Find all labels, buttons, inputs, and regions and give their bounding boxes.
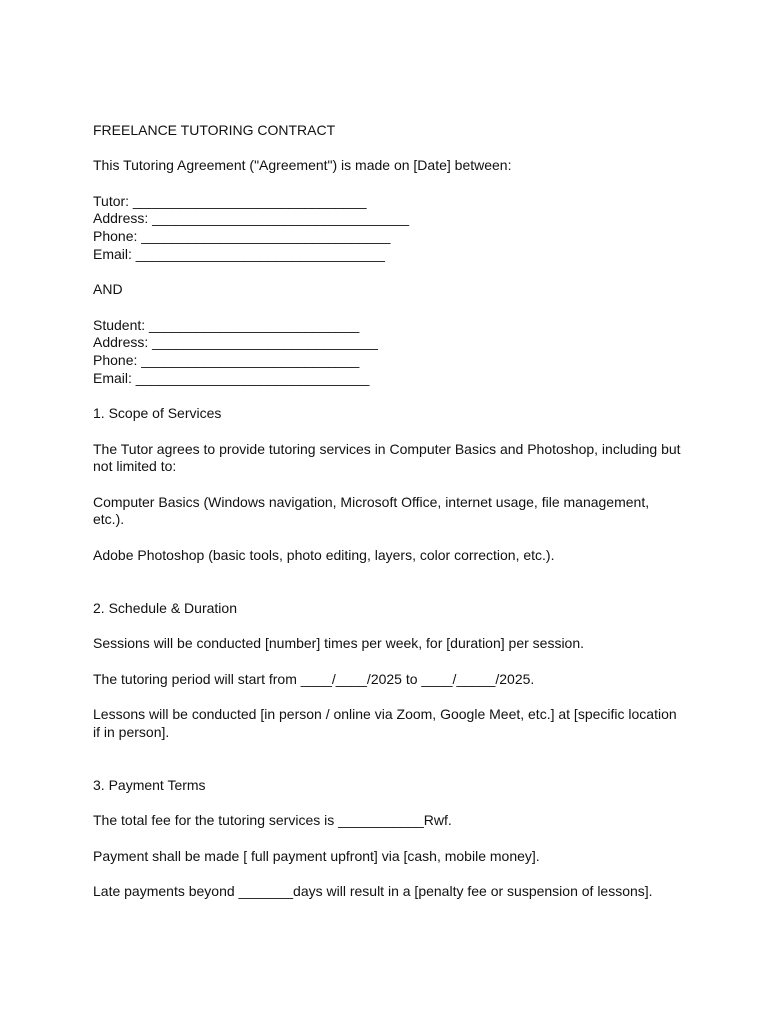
section-3-late-payments: Late payments beyond _______days will result in a [penalty fee or suspension of lessons]. bbox=[93, 882, 653, 899]
tutor-address-field: Address: _________________________________ bbox=[93, 210, 410, 227]
section-3-payment: Payment shall be made [ full payment upfront] via [cash, mobile money]. bbox=[93, 847, 540, 864]
section-2-sessions: Sessions will be conducted [number] times per week, for [duration] per session. bbox=[93, 635, 585, 652]
tutor-email-field: Email: ________________________________ bbox=[93, 245, 385, 262]
student-phone-field: Phone: ____________________________ bbox=[93, 352, 360, 369]
section-3-fee: The total fee for the tutoring services is ___________Rwf. bbox=[93, 812, 452, 829]
section-1-intro: The Tutor agrees to provide tutoring services in Computer Basics and Photoshop, including but not limited to: bbox=[93, 440, 681, 475]
tutor-name-field: Tutor: ______________________________ bbox=[93, 192, 367, 209]
section-3-heading: 3. Payment Terms bbox=[93, 776, 206, 793]
student-name-field: Student: ___________________________ bbox=[93, 316, 360, 333]
and-label: AND bbox=[93, 281, 123, 298]
document-body bbox=[93, 122, 683, 901]
agreement-intro: This Tutoring Agreement ("Agreement") is made on [Date] between: bbox=[93, 157, 512, 174]
student-address-field: Address: _____________________________ bbox=[93, 334, 378, 351]
document-title: FREELANCE TUTORING CONTRACT bbox=[93, 122, 336, 138]
tutor-phone-field: Phone: ________________________________ bbox=[93, 228, 391, 245]
section-1-item-photoshop: Adobe Photoshop (basic tools, photo editing, layers, color correction, etc.). bbox=[93, 546, 555, 563]
section-2-heading: 2. Schedule & Duration bbox=[93, 599, 237, 616]
section-2-period: The tutoring period will start from ____/____/2025 to ____/_____/2025. bbox=[93, 670, 535, 687]
section-1-heading: 1. Scope of Services bbox=[93, 405, 222, 422]
student-email-field: Email: ______________________________ bbox=[93, 369, 370, 386]
section-1-item-computer-basics: Computer Basics (Windows navigation, Microsoft Office, internet usage, file management, etc.). bbox=[93, 493, 650, 528]
section-2-lessons: Lessons will be conducted [in person / online via Zoom, Google Meet, etc.] at [specific location if in person]. bbox=[93, 706, 677, 740]
